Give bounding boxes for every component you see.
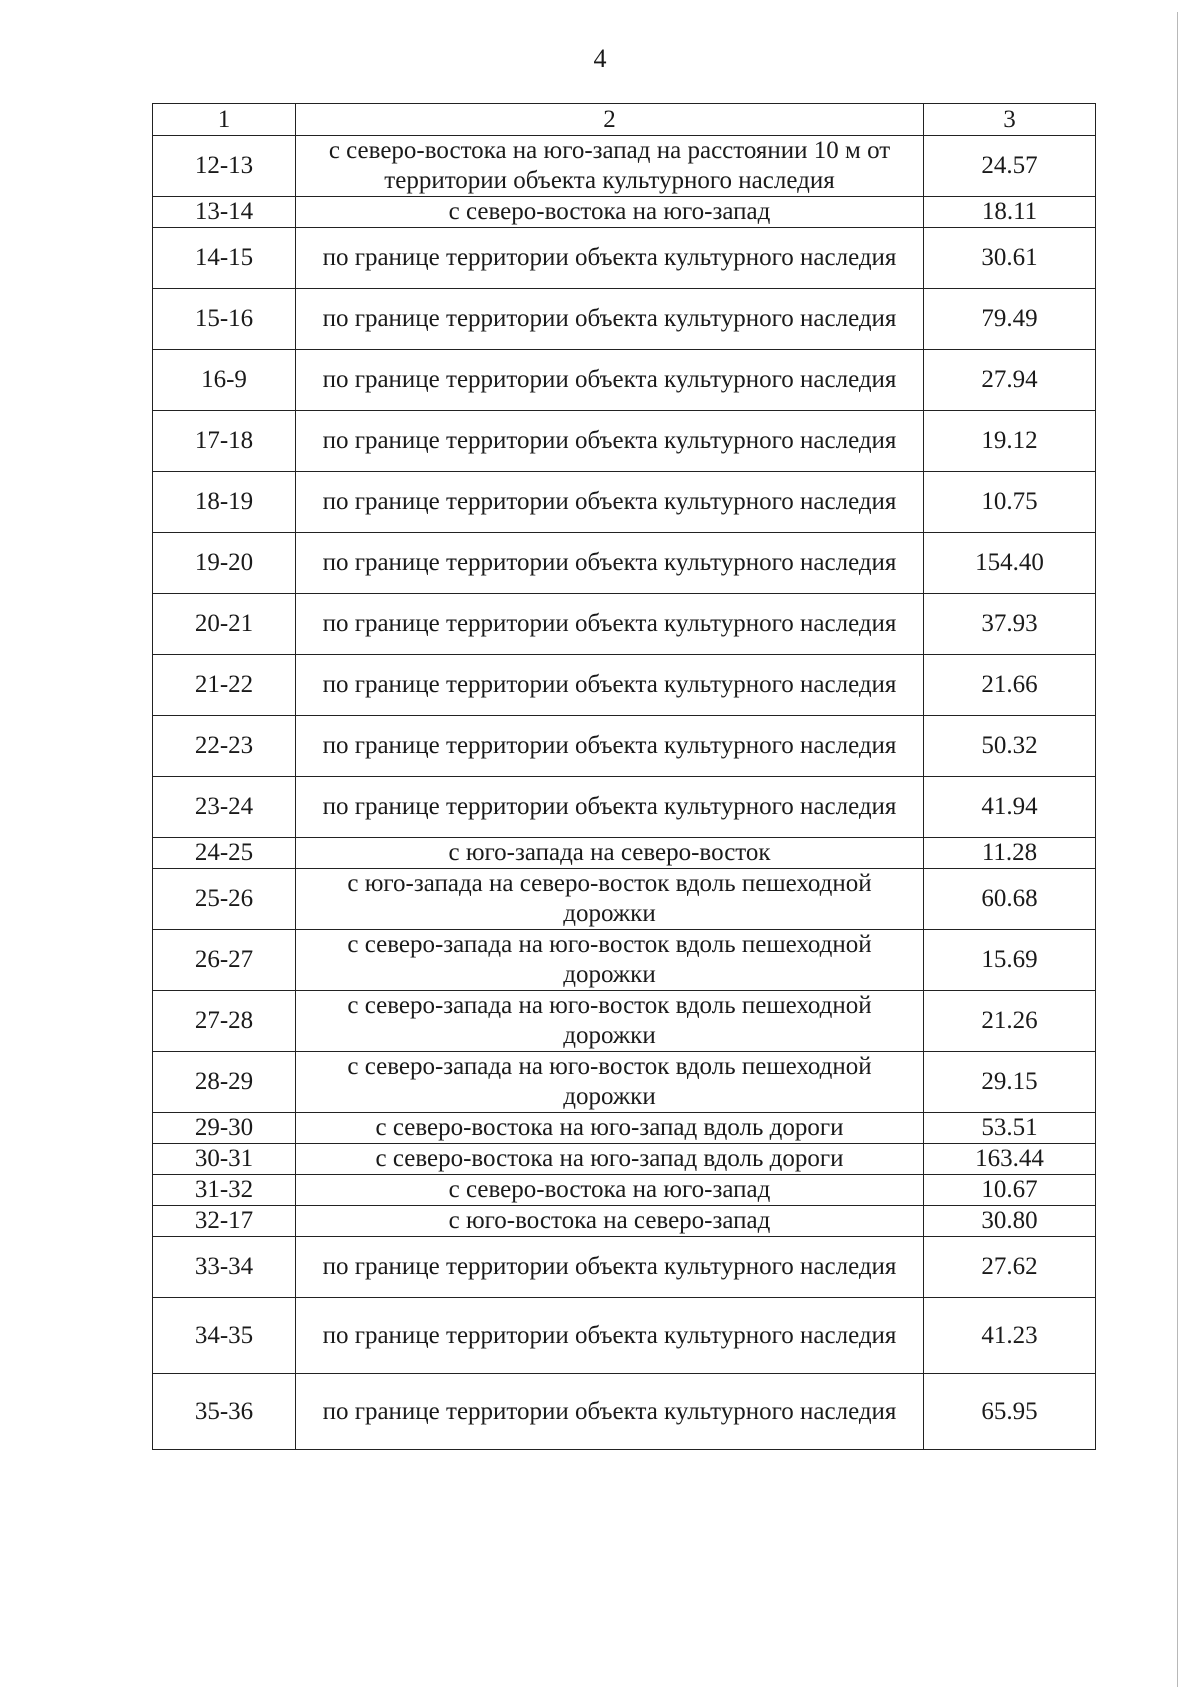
length-cell: 10.75 bbox=[924, 472, 1096, 533]
table-row bbox=[153, 1298, 1096, 1374]
description-cell: с юго-запада на северо-восток вдоль пешеходной дорожки bbox=[296, 869, 924, 930]
segment-cell: 14-15 bbox=[153, 228, 296, 289]
length-cell: 30.80 bbox=[924, 1206, 1096, 1237]
table-row bbox=[153, 869, 1096, 930]
segment-cell: 22-23 bbox=[153, 716, 296, 777]
segment-cell: 27-28 bbox=[153, 991, 296, 1052]
table-row bbox=[153, 472, 1096, 533]
table-row bbox=[153, 655, 1096, 716]
description-cell: с северо-востока на юго-запад bbox=[296, 1175, 924, 1206]
length-cell: 15.69 bbox=[924, 930, 1096, 991]
table-body bbox=[153, 136, 1096, 1450]
segment-cell: 23-24 bbox=[153, 777, 296, 838]
table-row bbox=[153, 594, 1096, 655]
table-row bbox=[153, 1237, 1096, 1298]
segment-cell: 35-36 bbox=[153, 1374, 296, 1450]
table-row bbox=[153, 228, 1096, 289]
table-row bbox=[153, 411, 1096, 472]
table-row bbox=[153, 777, 1096, 838]
length-cell: 21.26 bbox=[924, 991, 1096, 1052]
segment-cell: 33-34 bbox=[153, 1237, 296, 1298]
table-row bbox=[153, 289, 1096, 350]
segment-cell: 32-17 bbox=[153, 1206, 296, 1237]
description-cell: по границе территории объекта культурного наследия bbox=[296, 716, 924, 777]
length-cell: 24.57 bbox=[924, 136, 1096, 197]
length-cell: 11.28 bbox=[924, 838, 1096, 869]
description-cell: с юго-запада на северо-восток bbox=[296, 838, 924, 869]
description-cell: по границе территории объекта культурного наследия bbox=[296, 1374, 924, 1450]
table-row bbox=[153, 1175, 1096, 1206]
segment-cell: 24-25 bbox=[153, 838, 296, 869]
table-row bbox=[153, 136, 1096, 197]
description-cell: по границе территории объекта культурного наследия bbox=[296, 655, 924, 716]
length-cell: 19.12 bbox=[924, 411, 1096, 472]
column-header-segment: 1 bbox=[153, 104, 296, 136]
segment-cell: 15-16 bbox=[153, 289, 296, 350]
column-header-length: 3 bbox=[924, 104, 1096, 136]
length-cell: 18.11 bbox=[924, 197, 1096, 228]
table-row bbox=[153, 838, 1096, 869]
description-cell: с северо-востока на юго-запад вдоль дороги bbox=[296, 1113, 924, 1144]
description-cell: по границе территории объекта культурного наследия bbox=[296, 594, 924, 655]
table-row bbox=[153, 350, 1096, 411]
description-cell: с северо-востока на юго-запад вдоль дороги bbox=[296, 1144, 924, 1175]
description-cell: по границе территории объекта культурного наследия bbox=[296, 1237, 924, 1298]
length-cell: 27.62 bbox=[924, 1237, 1096, 1298]
scan-edge-line bbox=[1177, 12, 1178, 1687]
column-header-description: 2 bbox=[296, 104, 924, 136]
length-cell: 163.44 bbox=[924, 1144, 1096, 1175]
length-cell: 50.32 bbox=[924, 716, 1096, 777]
table-row bbox=[153, 1144, 1096, 1175]
segment-cell: 16-9 bbox=[153, 350, 296, 411]
table-row bbox=[153, 533, 1096, 594]
table-row bbox=[153, 1113, 1096, 1144]
description-cell: по границе территории объекта культурного наследия bbox=[296, 1298, 924, 1374]
length-cell: 79.49 bbox=[924, 289, 1096, 350]
length-cell: 41.23 bbox=[924, 1298, 1096, 1374]
description-cell: с юго-востока на северо-запад bbox=[296, 1206, 924, 1237]
segment-cell: 12-13 bbox=[153, 136, 296, 197]
table-row bbox=[153, 1206, 1096, 1237]
length-cell: 37.93 bbox=[924, 594, 1096, 655]
length-cell: 27.94 bbox=[924, 350, 1096, 411]
description-cell: с северо-востока на юго-запад на расстоянии 10 м от территории объекта культурного наследия bbox=[296, 136, 924, 197]
table-row bbox=[153, 991, 1096, 1052]
segment-cell: 17-18 bbox=[153, 411, 296, 472]
table-row bbox=[153, 1374, 1096, 1450]
table-row bbox=[153, 197, 1096, 228]
length-cell: 65.95 bbox=[924, 1374, 1096, 1450]
segment-cell: 18-19 bbox=[153, 472, 296, 533]
segment-cell: 25-26 bbox=[153, 869, 296, 930]
description-cell: по границе территории объекта культурного наследия bbox=[296, 533, 924, 594]
segment-cell: 34-35 bbox=[153, 1298, 296, 1374]
description-cell: по границе территории объекта культурного наследия bbox=[296, 411, 924, 472]
description-cell: по границе территории объекта культурного наследия bbox=[296, 289, 924, 350]
length-cell: 154.40 bbox=[924, 533, 1096, 594]
description-cell: с северо-запада на юго-восток вдоль пешеходной дорожки bbox=[296, 1052, 924, 1113]
segment-cell: 19-20 bbox=[153, 533, 296, 594]
segment-cell: 31-32 bbox=[153, 1175, 296, 1206]
length-cell: 10.67 bbox=[924, 1175, 1096, 1206]
segment-cell: 13-14 bbox=[153, 197, 296, 228]
description-cell: с северо-востока на юго-запад bbox=[296, 197, 924, 228]
boundary-table bbox=[152, 103, 1096, 1450]
description-cell: по границе территории объекта культурного наследия bbox=[296, 228, 924, 289]
page-number: 4 bbox=[593, 44, 607, 73]
segment-cell: 20-21 bbox=[153, 594, 296, 655]
segment-cell: 28-29 bbox=[153, 1052, 296, 1113]
length-cell: 29.15 bbox=[924, 1052, 1096, 1113]
segment-cell: 29-30 bbox=[153, 1113, 296, 1144]
description-cell: с северо-запада на юго-восток вдоль пешеходной дорожки bbox=[296, 991, 924, 1052]
description-cell: по границе территории объекта культурного наследия bbox=[296, 777, 924, 838]
table-row bbox=[153, 1052, 1096, 1113]
table-row bbox=[153, 930, 1096, 991]
length-cell: 60.68 bbox=[924, 869, 1096, 930]
description-cell: по границе территории объекта культурного наследия bbox=[296, 350, 924, 411]
length-cell: 41.94 bbox=[924, 777, 1096, 838]
table-header-row bbox=[153, 104, 1096, 136]
description-cell: по границе территории объекта культурного наследия bbox=[296, 472, 924, 533]
length-cell: 53.51 bbox=[924, 1113, 1096, 1144]
segment-cell: 30-31 bbox=[153, 1144, 296, 1175]
segment-cell: 21-22 bbox=[153, 655, 296, 716]
length-cell: 21.66 bbox=[924, 655, 1096, 716]
description-cell: с северо-запада на юго-восток вдоль пешеходной дорожки bbox=[296, 930, 924, 991]
segment-cell: 26-27 bbox=[153, 930, 296, 991]
table-row bbox=[153, 716, 1096, 777]
length-cell: 30.61 bbox=[924, 228, 1096, 289]
